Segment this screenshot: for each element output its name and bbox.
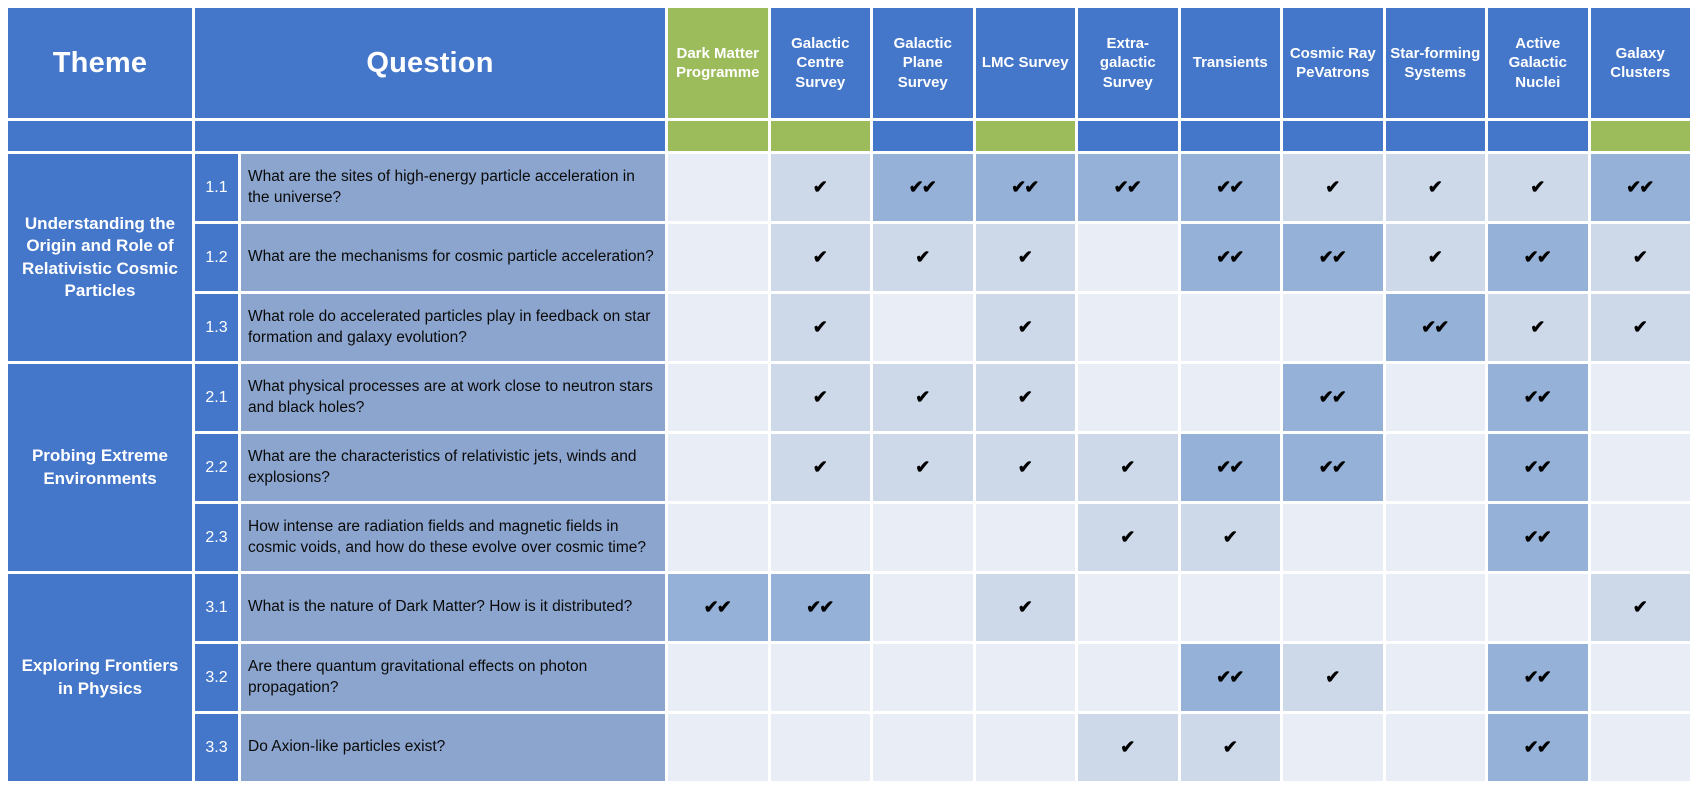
- column-header-galactic-plane-survey: Galactic Plane Survey: [873, 8, 973, 118]
- mark-cell-2.2-dark-matter-programme: [668, 434, 768, 501]
- mark-cell-1.3-cosmic-ray-pevatrons: [1283, 294, 1383, 361]
- mark-cell-2.3-dark-matter-programme: [668, 504, 768, 571]
- mark-cell-2.2-galaxy-clusters: [1591, 434, 1691, 501]
- subheader-cell-cosmic-ray-pevatrons: [1283, 121, 1383, 151]
- question-text-1.1: What are the sites of high-energy particle acceleration in the universe?: [241, 154, 665, 221]
- mark-cell-2.3-extra-galactic-survey: ✔: [1078, 504, 1178, 571]
- mark-cell-2.3-galaxy-clusters: [1591, 504, 1691, 571]
- mark-cell-2.1-galaxy-clusters: [1591, 364, 1691, 431]
- mark-cell-1.2-cosmic-ray-pevatrons: ✔✔: [1283, 224, 1383, 291]
- column-header-transients: Transients: [1181, 8, 1281, 118]
- question-text-1.2: What are the mechanisms for cosmic particle acceleration?: [241, 224, 665, 291]
- mark-cell-1.1-galactic-centre-survey: ✔: [771, 154, 871, 221]
- mark-cell-1.2-dark-matter-programme: [668, 224, 768, 291]
- column-header-lmc-survey: LMC Survey: [976, 8, 1076, 118]
- question-text-2.3: How intense are radiation fields and magnetic fields in cosmic voids, and how do these evolve over cosmic time?: [241, 504, 665, 571]
- question-number-1.1: 1.1: [195, 154, 238, 221]
- mark-cell-3.2-galactic-plane-survey: [873, 644, 973, 711]
- question-column-header: Question: [195, 8, 665, 118]
- mark-cell-1.3-star-forming-systems: ✔✔: [1386, 294, 1486, 361]
- mark-cell-2.3-galactic-centre-survey: [771, 504, 871, 571]
- theme-cell-probing-extreme: Probing Extreme Environments: [8, 364, 192, 571]
- column-header-star-forming-systems: Star-forming Systems: [1386, 8, 1486, 118]
- mark-cell-1.1-galaxy-clusters: ✔✔: [1591, 154, 1691, 221]
- subheader-cell-transients: [1181, 121, 1281, 151]
- mark-cell-1.3-dark-matter-programme: [668, 294, 768, 361]
- subheader-cell-lmc-survey: [976, 121, 1076, 151]
- question-text-3.1: What is the nature of Dark Matter? How is it distributed?: [241, 574, 665, 641]
- subheader-cell-dark-matter-programme: [668, 121, 768, 151]
- mark-cell-2.2-star-forming-systems: [1386, 434, 1486, 501]
- mark-cell-1.2-extra-galactic-survey: [1078, 224, 1178, 291]
- mark-cell-1.1-lmc-survey: ✔✔: [976, 154, 1076, 221]
- subheader-question-cell: [195, 121, 665, 151]
- mark-cell-3.2-star-forming-systems: [1386, 644, 1486, 711]
- mark-cell-2.1-cosmic-ray-pevatrons: ✔✔: [1283, 364, 1383, 431]
- mark-cell-3.1-active-galactic-nuclei: [1488, 574, 1588, 641]
- question-text-3.2: Are there quantum gravitational effects on photon propagation?: [241, 644, 665, 711]
- mark-cell-2.1-extra-galactic-survey: [1078, 364, 1178, 431]
- mark-cell-3.1-extra-galactic-survey: [1078, 574, 1178, 641]
- mark-cell-1.2-galactic-centre-survey: ✔: [771, 224, 871, 291]
- mark-cell-3.1-dark-matter-programme: ✔✔: [668, 574, 768, 641]
- mark-cell-3.1-transients: [1181, 574, 1281, 641]
- mark-cell-1.3-active-galactic-nuclei: ✔: [1488, 294, 1588, 361]
- mark-cell-3.2-galactic-centre-survey: [771, 644, 871, 711]
- mark-cell-1.1-extra-galactic-survey: ✔✔: [1078, 154, 1178, 221]
- mark-cell-2.1-star-forming-systems: [1386, 364, 1486, 431]
- question-text-3.3: Do Axion-like particles exist?: [241, 714, 665, 781]
- theme-column-header: Theme: [8, 8, 192, 118]
- question-number-2.1: 2.1: [195, 364, 238, 431]
- mark-cell-2.2-extra-galactic-survey: ✔: [1078, 434, 1178, 501]
- mark-cell-1.1-transients: ✔✔: [1181, 154, 1281, 221]
- mark-cell-1.3-galactic-plane-survey: [873, 294, 973, 361]
- mark-cell-3.3-galaxy-clusters: [1591, 714, 1691, 781]
- mark-cell-2.1-galactic-plane-survey: ✔: [873, 364, 973, 431]
- mark-cell-1.3-galaxy-clusters: ✔: [1591, 294, 1691, 361]
- column-header-active-galactic-nuclei: Active Galactic Nuclei: [1488, 8, 1588, 118]
- mark-cell-1.3-extra-galactic-survey: [1078, 294, 1178, 361]
- subheader-cell-extra-galactic-survey: [1078, 121, 1178, 151]
- column-header-cosmic-ray-pevatrons: Cosmic Ray PeVatrons: [1283, 8, 1383, 118]
- mark-cell-2.1-dark-matter-programme: [668, 364, 768, 431]
- mark-cell-3.3-transients: ✔: [1181, 714, 1281, 781]
- mark-cell-3.2-dark-matter-programme: [668, 644, 768, 711]
- mark-cell-1.2-star-forming-systems: ✔: [1386, 224, 1486, 291]
- question-text-2.1: What physical processes are at work close to neutron stars and black holes?: [241, 364, 665, 431]
- theme-cell-understanding-the: Understanding the Origin and Role of Relativistic Cosmic Particles: [8, 154, 192, 361]
- mark-cell-2.3-active-galactic-nuclei: ✔✔: [1488, 504, 1588, 571]
- mark-cell-1.1-dark-matter-programme: [668, 154, 768, 221]
- mark-cell-2.1-active-galactic-nuclei: ✔✔: [1488, 364, 1588, 431]
- column-header-galactic-centre-survey: Galactic Centre Survey: [771, 8, 871, 118]
- mark-cell-1.1-cosmic-ray-pevatrons: ✔: [1283, 154, 1383, 221]
- mark-cell-1.3-galactic-centre-survey: ✔: [771, 294, 871, 361]
- mark-cell-3.2-galaxy-clusters: [1591, 644, 1691, 711]
- subheader-cell-star-forming-systems: [1386, 121, 1486, 151]
- mark-cell-2.2-cosmic-ray-pevatrons: ✔✔: [1283, 434, 1383, 501]
- question-text-1.3: What role do accelerated particles play in feedback on star formation and galaxy evolution?: [241, 294, 665, 361]
- question-number-1.3: 1.3: [195, 294, 238, 361]
- mark-cell-2.2-active-galactic-nuclei: ✔✔: [1488, 434, 1588, 501]
- subheader-cell-active-galactic-nuclei: [1488, 121, 1588, 151]
- mark-cell-3.1-cosmic-ray-pevatrons: [1283, 574, 1383, 641]
- mark-cell-3.3-galactic-centre-survey: [771, 714, 871, 781]
- question-number-3.2: 3.2: [195, 644, 238, 711]
- subheader-cell-galactic-centre-survey: [771, 121, 871, 151]
- question-number-3.1: 3.1: [195, 574, 238, 641]
- mark-cell-2.3-star-forming-systems: [1386, 504, 1486, 571]
- mark-cell-1.1-active-galactic-nuclei: ✔: [1488, 154, 1588, 221]
- mark-cell-2.2-galactic-centre-survey: ✔: [771, 434, 871, 501]
- mark-cell-2.2-lmc-survey: ✔: [976, 434, 1076, 501]
- subheader-cell-galaxy-clusters: [1591, 121, 1691, 151]
- mark-cell-1.3-lmc-survey: ✔: [976, 294, 1076, 361]
- subheader-cell-galactic-plane-survey: [873, 121, 973, 151]
- question-text-2.2: What are the characteristics of relativistic jets, winds and explosions?: [241, 434, 665, 501]
- mark-cell-2.1-transients: [1181, 364, 1281, 431]
- mark-cell-3.1-galactic-plane-survey: [873, 574, 973, 641]
- question-number-2.3: 2.3: [195, 504, 238, 571]
- mark-cell-1.1-star-forming-systems: ✔: [1386, 154, 1486, 221]
- question-number-1.2: 1.2: [195, 224, 238, 291]
- mark-cell-3.2-active-galactic-nuclei: ✔✔: [1488, 644, 1588, 711]
- mark-cell-3.2-extra-galactic-survey: [1078, 644, 1178, 711]
- mark-cell-3.2-lmc-survey: [976, 644, 1076, 711]
- mark-cell-1.2-lmc-survey: ✔: [976, 224, 1076, 291]
- mark-cell-3.3-galactic-plane-survey: [873, 714, 973, 781]
- mark-cell-3.3-active-galactic-nuclei: ✔✔: [1488, 714, 1588, 781]
- mark-cell-3.1-galaxy-clusters: ✔: [1591, 574, 1691, 641]
- mark-cell-2.1-lmc-survey: ✔: [976, 364, 1076, 431]
- question-number-2.2: 2.2: [195, 434, 238, 501]
- mark-cell-3.1-star-forming-systems: [1386, 574, 1486, 641]
- question-number-3.3: 3.3: [195, 714, 238, 781]
- mark-cell-2.3-lmc-survey: [976, 504, 1076, 571]
- mark-cell-2.2-transients: ✔✔: [1181, 434, 1281, 501]
- mark-cell-3.2-cosmic-ray-pevatrons: ✔: [1283, 644, 1383, 711]
- mark-cell-3.2-transients: ✔✔: [1181, 644, 1281, 711]
- mark-cell-1.2-active-galactic-nuclei: ✔✔: [1488, 224, 1588, 291]
- mark-cell-3.3-star-forming-systems: [1386, 714, 1486, 781]
- mark-cell-2.3-cosmic-ray-pevatrons: [1283, 504, 1383, 571]
- mark-cell-1.1-galactic-plane-survey: ✔✔: [873, 154, 973, 221]
- mark-cell-2.3-galactic-plane-survey: [873, 504, 973, 571]
- column-header-extra-galactic-survey: Extra-galactic Survey: [1078, 8, 1178, 118]
- theme-cell-exploring-frontiers: Exploring Frontiers in Physics: [8, 574, 192, 781]
- subheader-theme-cell: [8, 121, 192, 151]
- column-header-galaxy-clusters: Galaxy Clusters: [1591, 8, 1691, 118]
- mark-cell-1.2-galactic-plane-survey: ✔: [873, 224, 973, 291]
- mark-cell-3.3-cosmic-ray-pevatrons: [1283, 714, 1383, 781]
- mark-cell-2.2-galactic-plane-survey: ✔: [873, 434, 973, 501]
- mark-cell-1.3-transients: [1181, 294, 1281, 361]
- column-header-dark-matter-programme: Dark Matter Programme: [668, 8, 768, 118]
- mark-cell-2.1-galactic-centre-survey: ✔: [771, 364, 871, 431]
- mark-cell-3.3-dark-matter-programme: [668, 714, 768, 781]
- mark-cell-3.1-galactic-centre-survey: ✔✔: [771, 574, 871, 641]
- mark-cell-3.3-lmc-survey: [976, 714, 1076, 781]
- mark-cell-3.3-extra-galactic-survey: ✔: [1078, 714, 1178, 781]
- mark-cell-2.3-transients: ✔: [1181, 504, 1281, 571]
- mark-cell-1.2-galaxy-clusters: ✔: [1591, 224, 1691, 291]
- science-themes-matrix-table: [8, 8, 1690, 781]
- mark-cell-1.2-transients: ✔✔: [1181, 224, 1281, 291]
- mark-cell-3.1-lmc-survey: ✔: [976, 574, 1076, 641]
